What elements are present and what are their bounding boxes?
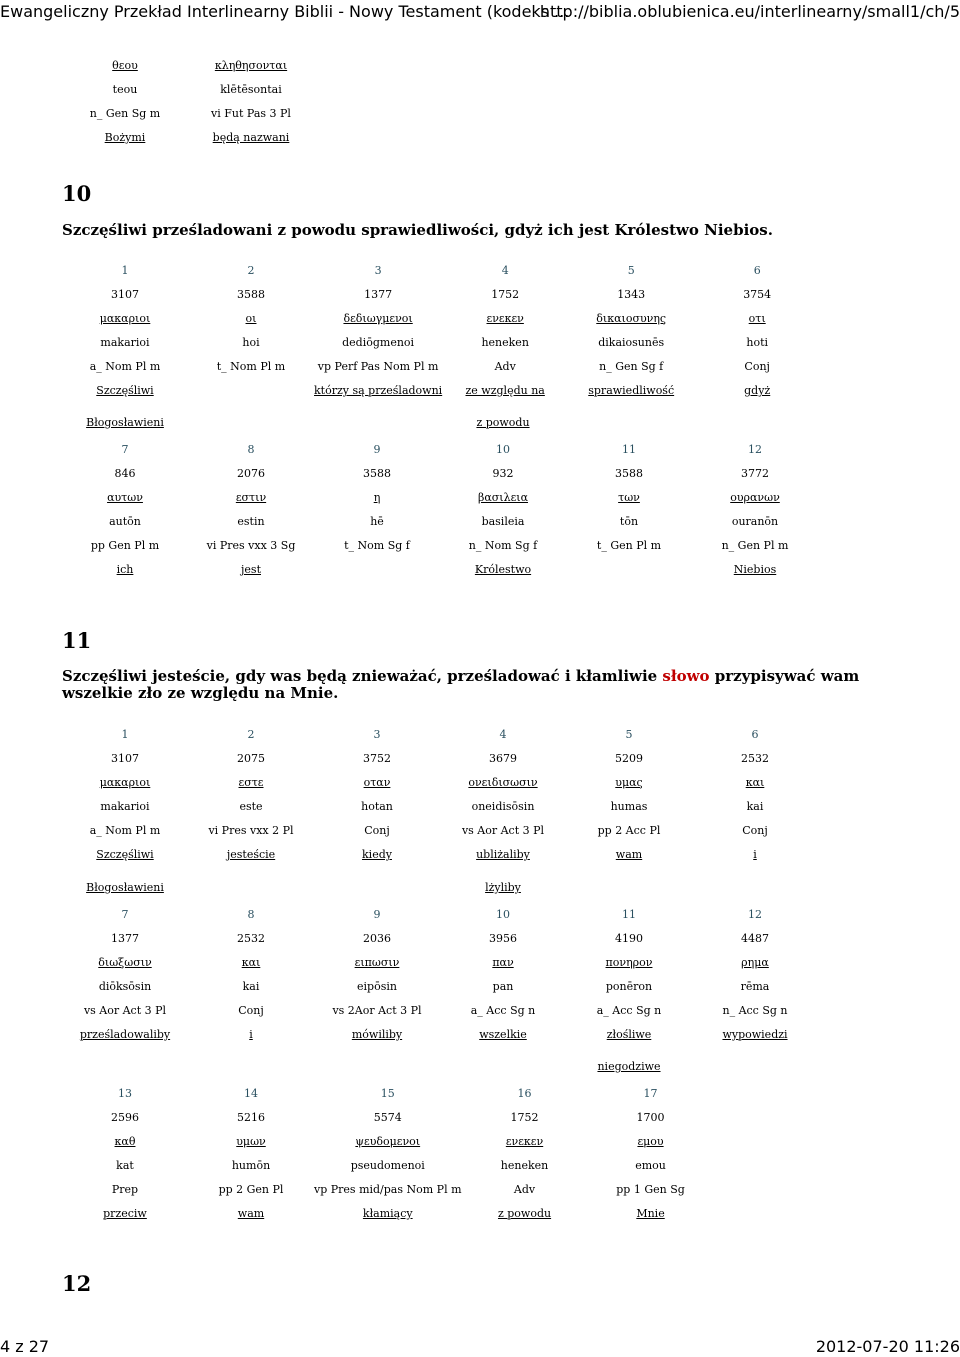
strongs-number: 2036 bbox=[363, 931, 391, 945]
strongs-number: 2596 bbox=[111, 1110, 139, 1124]
polish-word[interactable]: wypowiedzi bbox=[722, 1028, 788, 1042]
transliteration: rēma bbox=[740, 979, 770, 993]
polish-word[interactable]: ich bbox=[116, 563, 134, 577]
strongs-number: 2076 bbox=[237, 466, 265, 480]
word-number: 8 bbox=[247, 442, 255, 456]
morphology: vp Perf Pas Nom Pl m bbox=[317, 359, 439, 373]
morphology: a_ Nom Pl m bbox=[89, 359, 161, 373]
morphology: vs Aor Act 3 Pl bbox=[461, 823, 545, 837]
transliteration: klētēsontai bbox=[220, 82, 282, 96]
transliteration: autōn bbox=[109, 514, 141, 528]
transliteration: diōksōsin bbox=[98, 979, 152, 993]
greek-word[interactable]: πονηρον bbox=[605, 955, 653, 969]
morphology: Adv bbox=[494, 359, 516, 373]
transliteration: pseudomenoi bbox=[350, 1158, 425, 1172]
transliteration: makarioi bbox=[100, 799, 150, 813]
transliteration: kai bbox=[242, 979, 260, 993]
greek-word[interactable]: παν bbox=[492, 955, 514, 969]
morphology: vi Pres vxx 3 Sg bbox=[206, 538, 296, 552]
strongs-number: 2532 bbox=[237, 931, 265, 945]
strongs-number: 3752 bbox=[363, 751, 391, 765]
polish-word[interactable]: sprawiedliwość bbox=[588, 384, 675, 398]
greek-word[interactable]: υμας bbox=[615, 775, 643, 789]
word-number: 13 bbox=[118, 1086, 132, 1100]
strongs-number: 1752 bbox=[491, 287, 520, 301]
polish-word[interactable]: jesteście bbox=[226, 848, 276, 862]
word-number: 4 bbox=[501, 263, 509, 277]
strongs-number: 3956 bbox=[489, 931, 517, 945]
verse-number: 10 bbox=[62, 181, 92, 206]
strongs-number: 3588 bbox=[615, 466, 643, 480]
word-number: 11 bbox=[622, 907, 636, 921]
strongs-number: 1700 bbox=[636, 1110, 665, 1124]
verse-number: 11 bbox=[62, 628, 92, 653]
polish-word[interactable]: ubliżaliby bbox=[476, 848, 530, 862]
greek-word[interactable]: εμου bbox=[637, 1134, 664, 1148]
alt-translation[interactable]: niegodziwe bbox=[597, 1060, 661, 1073]
morphology: a_ Acc Sg n bbox=[596, 1003, 662, 1017]
verse11-block2 bbox=[62, 902, 818, 1047]
greek-word[interactable]: και bbox=[241, 955, 261, 969]
print-datetime: 2012-07-20 11:26 bbox=[815, 1337, 960, 1356]
transliteration: hoi bbox=[242, 335, 260, 349]
polish-word[interactable]: wam bbox=[237, 1207, 265, 1221]
greek-word[interactable]: καθ bbox=[114, 1134, 136, 1148]
polish-word[interactable]: którzy są prześladowni bbox=[314, 384, 443, 398]
polish-word[interactable]: Mnie bbox=[636, 1207, 665, 1221]
greek-word[interactable]: θεου bbox=[112, 58, 138, 72]
morphology: vs Aor Act 3 Pl bbox=[83, 1003, 167, 1017]
polish-word[interactable]: gdyż bbox=[744, 384, 771, 398]
strongs-number: 4487 bbox=[741, 931, 769, 945]
verse10-block1 bbox=[62, 258, 820, 403]
polish-word[interactable]: Bożymi bbox=[104, 130, 146, 144]
morphology: vi Fut Pas 3 Pl bbox=[211, 106, 291, 120]
greek-word[interactable]: ενεκεν bbox=[505, 1134, 544, 1148]
verse-text-highlight: słowo bbox=[662, 667, 710, 685]
transliteration: hoti bbox=[746, 335, 769, 349]
polish-word[interactable] bbox=[314, 557, 440, 581]
verse-number: 12 bbox=[62, 1271, 92, 1296]
morphology: t_ Nom Pl m bbox=[216, 359, 286, 373]
word-number: 7 bbox=[121, 907, 129, 921]
polish-word[interactable]: ze względu na bbox=[465, 384, 545, 398]
page-title: Ewangeliczny Przekład Interlinearny Biblii - Nowy Testament (kodeks ... bbox=[0, 2, 570, 21]
verse11-block3 bbox=[62, 1081, 714, 1226]
word-number: 11 bbox=[622, 442, 636, 456]
transliteration: humas bbox=[610, 799, 648, 813]
page-url[interactable]: http://biblia.oblubienica.eu/interlinearny/small1/ch/5 bbox=[539, 2, 960, 21]
greek-word[interactable]: οταν bbox=[363, 775, 391, 789]
transliteration: humōn bbox=[231, 1158, 271, 1172]
transliteration: estin bbox=[237, 514, 265, 528]
greek-word[interactable]: η bbox=[373, 490, 381, 504]
polish-word[interactable]: kiedy bbox=[362, 848, 392, 862]
transliteration: basileia bbox=[481, 514, 525, 528]
morphology: Conj bbox=[238, 1003, 264, 1017]
transliteration: kai bbox=[746, 799, 764, 813]
strongs-number: 5574 bbox=[373, 1110, 402, 1124]
word-number: 1 bbox=[121, 263, 129, 277]
transliteration: makarioi bbox=[100, 335, 150, 349]
word-number: 3 bbox=[374, 263, 382, 277]
transliteration: ponēron bbox=[605, 979, 653, 993]
morphology: Conj bbox=[744, 359, 770, 373]
morphology: pp 2 Gen Pl bbox=[218, 1182, 284, 1196]
word-number: 12 bbox=[748, 442, 762, 456]
alt-translation[interactable]: z powodu bbox=[476, 416, 530, 429]
transliteration: oneidisōsin bbox=[471, 799, 535, 813]
strongs-number: 5216 bbox=[237, 1110, 265, 1124]
word-number: 8 bbox=[247, 907, 255, 921]
transliteration: eipōsin bbox=[357, 979, 397, 993]
transliteration: teou bbox=[112, 82, 138, 96]
polish-word[interactable]: jest bbox=[241, 563, 261, 577]
word-number: 7 bbox=[121, 442, 129, 456]
strongs-number: 846 bbox=[114, 466, 136, 480]
verse11-block1 bbox=[62, 722, 818, 867]
polish-word[interactable]: i bbox=[753, 848, 757, 862]
strongs-number: 1752 bbox=[510, 1110, 539, 1124]
morphology: Adv bbox=[513, 1182, 536, 1196]
greek-word[interactable]: οτι bbox=[748, 311, 766, 325]
greek-word[interactable]: οι bbox=[245, 311, 257, 325]
transliteration: emou bbox=[635, 1158, 666, 1172]
strongs-number: 5209 bbox=[615, 751, 643, 765]
word-number: 15 bbox=[380, 1086, 395, 1100]
word-number: 10 bbox=[496, 442, 510, 456]
greek-word[interactable]: και bbox=[745, 775, 765, 789]
morphology: a_ Nom Pl m bbox=[89, 823, 161, 837]
morphology: Conj bbox=[364, 823, 390, 837]
greek-word[interactable]: εστε bbox=[238, 775, 264, 789]
morphology: n_ Acc Sg n bbox=[722, 1003, 788, 1017]
transliteration: hē bbox=[370, 514, 384, 528]
alt-translation[interactable]: lżyliby bbox=[485, 881, 521, 894]
page-counter: 4 z 27 bbox=[0, 1337, 50, 1356]
morphology: pp 2 Acc Pl bbox=[597, 823, 661, 837]
word-number: 2 bbox=[247, 727, 255, 741]
word-number: 5 bbox=[625, 727, 633, 741]
greek-word[interactable]: διωξωσιν bbox=[98, 955, 152, 969]
greek-word[interactable]: των bbox=[618, 490, 640, 504]
polish-word[interactable]: przeciw bbox=[103, 1207, 147, 1221]
word-number: 5 bbox=[627, 263, 635, 277]
greek-word[interactable]: ειπωσιν bbox=[354, 955, 400, 969]
greek-word[interactable]: αυτων bbox=[107, 490, 143, 504]
polish-word[interactable]: mówiliby bbox=[351, 1028, 403, 1042]
polish-word[interactable]: Niebios bbox=[733, 563, 777, 577]
polish-word[interactable]: będą nazwani bbox=[212, 130, 290, 144]
transliteration: dikaiosunēs bbox=[598, 335, 665, 349]
greek-word[interactable]: δεδιωγμενοι bbox=[343, 311, 413, 325]
transliteration: kat bbox=[116, 1158, 134, 1172]
strongs-number: 2075 bbox=[237, 751, 265, 765]
alt-translation[interactable]: Błogosławieni bbox=[86, 416, 164, 429]
strongs-number: 2532 bbox=[741, 751, 769, 765]
strongs-number: 3588 bbox=[363, 466, 391, 480]
strongs-number: 4190 bbox=[615, 931, 643, 945]
morphology: n_ Nom Sg f bbox=[468, 538, 538, 552]
polish-word[interactable]: wam bbox=[615, 848, 643, 862]
polish-word[interactable] bbox=[566, 557, 692, 581]
morphology: pp 1 Gen Sg bbox=[616, 1182, 685, 1196]
strongs-number: 3107 bbox=[111, 287, 139, 301]
strongs-number: 932 bbox=[492, 466, 514, 480]
strongs-number: 1343 bbox=[617, 287, 646, 301]
word-number: 14 bbox=[244, 1086, 258, 1100]
greek-word[interactable]: μακαριοι bbox=[99, 311, 151, 325]
greek-word[interactable]: ονειδισωσιν bbox=[468, 775, 538, 789]
word-number: 6 bbox=[753, 263, 761, 277]
morphology: vi Pres vxx 2 Pl bbox=[208, 823, 294, 837]
transliteration: pan bbox=[492, 979, 514, 993]
morphology: vs 2Aor Act 3 Pl bbox=[332, 1003, 422, 1017]
polish-word[interactable]: Szczęśliwi bbox=[96, 848, 154, 862]
greek-word[interactable]: ρημα bbox=[741, 955, 769, 969]
polish-word[interactable] bbox=[188, 378, 314, 402]
strongs-number: 3754 bbox=[743, 287, 772, 301]
verse9-tail-table bbox=[62, 53, 314, 149]
morphology: t_ Nom Sg f bbox=[344, 538, 410, 552]
greek-word[interactable]: υμων bbox=[236, 1134, 266, 1148]
word-number: 6 bbox=[751, 727, 759, 741]
transliteration: hotan bbox=[361, 799, 393, 813]
morphology: n_ Gen Sg m bbox=[89, 106, 161, 120]
strongs-number: 3679 bbox=[489, 751, 517, 765]
greek-word[interactable]: μακαριοι bbox=[99, 775, 151, 789]
morphology: n_ Gen Sg f bbox=[599, 359, 664, 373]
polish-word[interactable]: Królestwo bbox=[474, 563, 532, 577]
greek-word[interactable]: ψευδομενοι bbox=[355, 1134, 421, 1148]
transliteration: tōn bbox=[619, 514, 639, 528]
morphology: vp Pres mid/pas Nom Pl m bbox=[314, 1182, 462, 1196]
word-number: 16 bbox=[517, 1086, 532, 1100]
verse10-block2 bbox=[62, 437, 818, 582]
strongs-number: 3107 bbox=[111, 751, 139, 765]
transliteration: ouranōn bbox=[731, 514, 779, 528]
morphology: n_ Gen Pl m bbox=[721, 538, 789, 552]
verse-text-part: Szczęśliwi jesteście, gdy was będą znieważać, prześladować i kłamliwie bbox=[62, 667, 663, 685]
word-number: 9 bbox=[373, 907, 381, 921]
word-number: 4 bbox=[499, 727, 507, 741]
verse-text: Szczęśliwi prześladowani z powodu sprawiedliwości, gdyż ich jest Królestwo Niebios. bbox=[62, 221, 773, 239]
transliteration: heneken bbox=[500, 1158, 549, 1172]
alt-translation[interactable]: Błogosławieni bbox=[86, 881, 164, 894]
greek-word[interactable]: εστιν bbox=[235, 490, 267, 504]
polish-word[interactable]: Szczęśliwi bbox=[96, 384, 154, 398]
morphology: Conj bbox=[742, 823, 768, 837]
browser-print-footer bbox=[0, 1337, 960, 1357]
word-number: 17 bbox=[643, 1086, 658, 1100]
greek-word[interactable]: ουρανων bbox=[730, 490, 780, 504]
verse-text-part: przypisywać wam wszelkie zło ze względu na Mnie. bbox=[62, 667, 860, 702]
morphology: a_ Acc Sg n bbox=[470, 1003, 536, 1017]
polish-word[interactable]: kłamiący bbox=[362, 1207, 413, 1221]
strongs-number: 1377 bbox=[364, 287, 393, 301]
polish-word[interactable]: i bbox=[249, 1028, 253, 1042]
polish-word[interactable]: prześladowaliby bbox=[79, 1028, 171, 1042]
word-number: 12 bbox=[748, 907, 762, 921]
word-number: 10 bbox=[496, 907, 510, 921]
greek-word[interactable]: κληθησονται bbox=[214, 58, 288, 72]
polish-word[interactable]: wszelkie bbox=[479, 1028, 527, 1042]
transliteration: heneken bbox=[481, 335, 529, 349]
strongs-number: 3588 bbox=[237, 287, 265, 301]
browser-print-header bbox=[0, 0, 960, 24]
morphology: pp Gen Pl m bbox=[90, 538, 160, 552]
greek-word[interactable]: ενεκεν bbox=[486, 311, 524, 325]
greek-word[interactable]: βασιλεια bbox=[477, 490, 529, 504]
greek-word[interactable]: δικαιοσυνης bbox=[596, 311, 667, 325]
morphology: Prep bbox=[111, 1182, 139, 1196]
strongs-number: 1377 bbox=[111, 931, 139, 945]
word-number: 3 bbox=[373, 727, 381, 741]
transliteration: dediōgmenoi bbox=[342, 335, 415, 349]
polish-word[interactable]: złośliwe bbox=[606, 1028, 652, 1042]
word-number: 1 bbox=[121, 727, 129, 741]
word-number: 9 bbox=[373, 442, 381, 456]
verse-text bbox=[62, 668, 922, 702]
strongs-number: 3772 bbox=[741, 466, 769, 480]
morphology: t_ Gen Pl m bbox=[596, 538, 662, 552]
word-number: 2 bbox=[247, 263, 255, 277]
polish-word[interactable]: z powodu bbox=[497, 1207, 552, 1221]
transliteration: este bbox=[239, 799, 263, 813]
